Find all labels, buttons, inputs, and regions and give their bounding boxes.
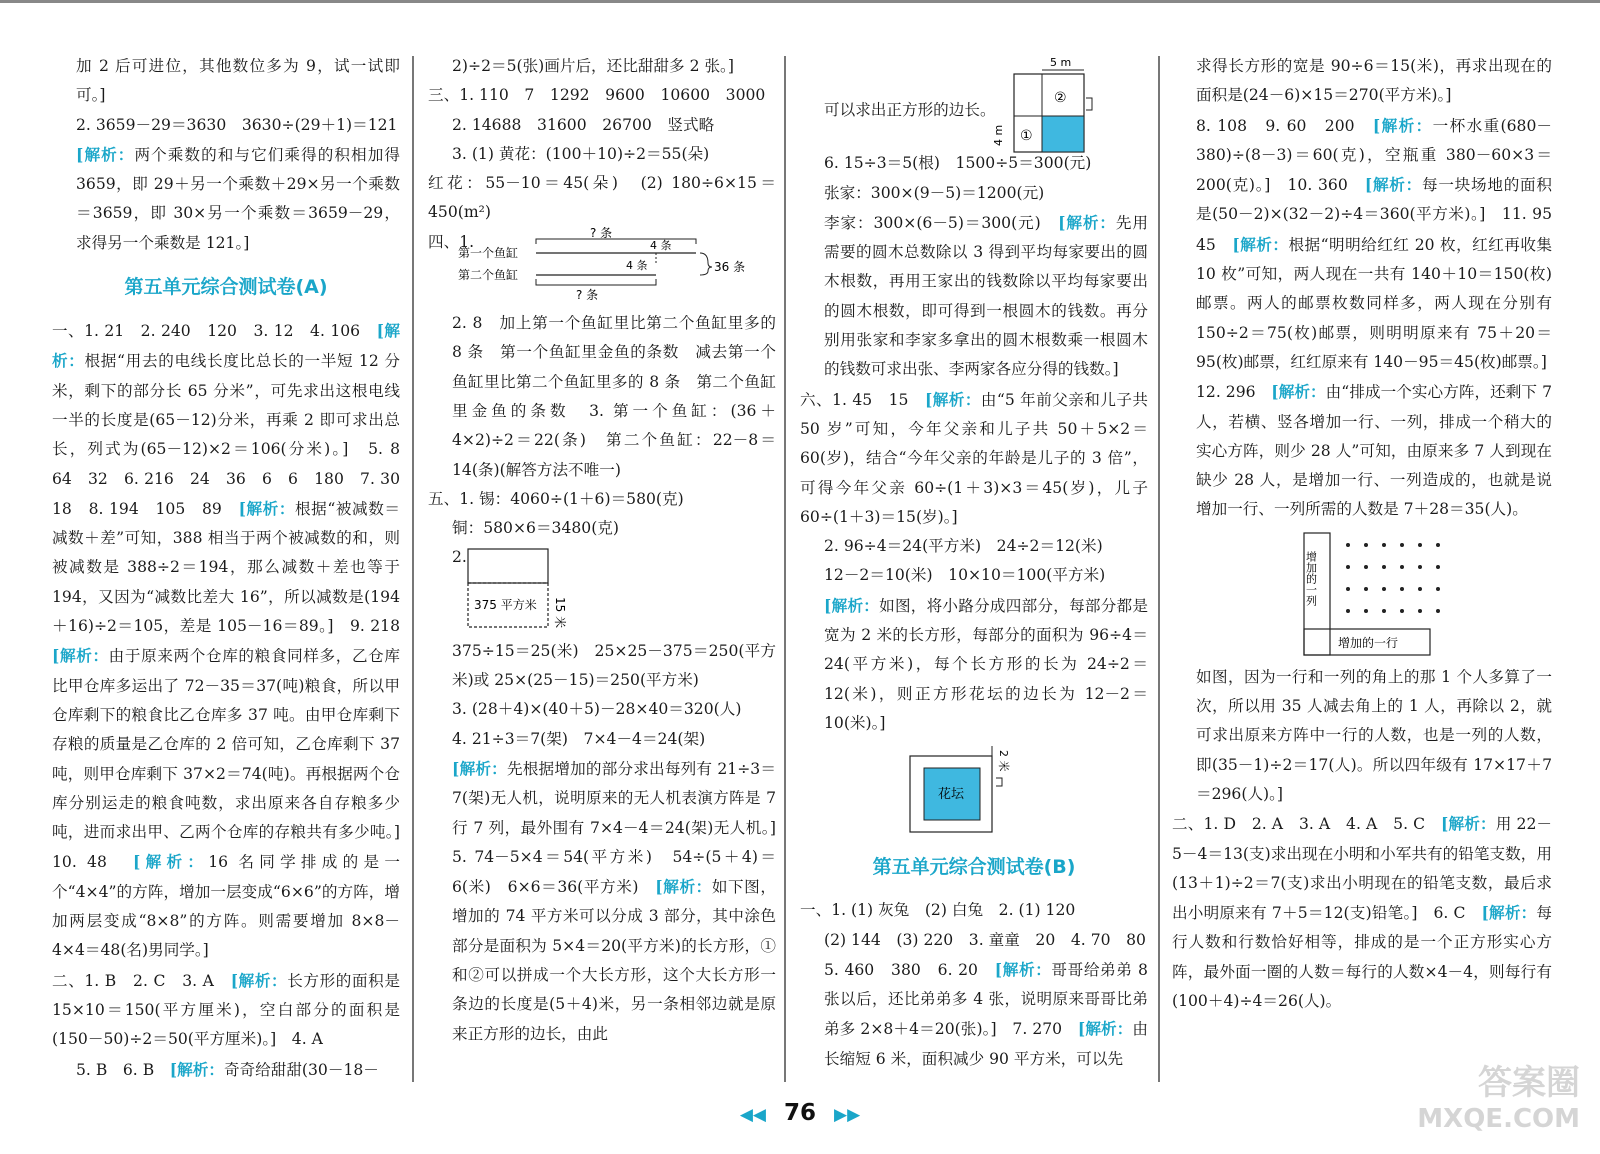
column-1 xyxy=(52,52,416,1085)
array-dot xyxy=(1364,543,1368,547)
analysis-tag: [解析： xyxy=(1481,903,1537,923)
dot-grid xyxy=(1346,543,1440,613)
c3-p11a: 5. 460 380 6. 20 xyxy=(824,960,995,979)
c3-p4 xyxy=(800,208,1148,385)
analysis-tag: [解析： xyxy=(230,970,288,990)
c2-p2: 三、1. 110 7 1292 9600 10600 3000 xyxy=(428,86,766,105)
region-1-label: ① xyxy=(1020,128,1033,144)
column-2 xyxy=(428,52,792,1049)
flower-bed-label: 花坛 xyxy=(938,787,965,803)
array-diagram xyxy=(1172,529,1552,659)
c2-p5: 红花：55－10＝45(朵) (2) 180÷6×15＝450(m²) xyxy=(428,174,776,222)
analysis-tag: [解析： xyxy=(1372,115,1433,135)
c1-p4a: 一、1. 21 2. 240 120 3. 12 4. 106 xyxy=(52,322,377,341)
array-dot xyxy=(1346,609,1350,613)
c1-p3 xyxy=(52,140,400,258)
c2-p6: 四、1. xyxy=(428,232,475,251)
c3-p1: 可以求出正方形的边长。 xyxy=(824,101,996,119)
c3-p8 xyxy=(800,591,1148,738)
c1-p4 xyxy=(52,316,416,966)
c3-p9: 一、1. (1) 灰兔 (2) 白兔 2. (1) 120 xyxy=(800,901,1076,920)
flower-bed-diagram xyxy=(800,742,1148,838)
section-title-a: 第五单元综合测试卷(A) xyxy=(124,276,328,299)
c2-p14 xyxy=(428,754,792,1049)
array-dot xyxy=(1400,609,1404,613)
array-dot xyxy=(1436,543,1440,547)
side-label: 15 米 xyxy=(553,596,567,628)
c4-p4: 如图，因为一行和一列的角上的那 1 个人多算了一次，所以用 35 人减去角上的 1 人，再除以 2，就可求出原来方阵中一行的人数，也是一列的人数，即(35－1)÷2＝17(人)。所以四年级有 17×17＋7＝296(人)。] xyxy=(1196,667,1552,803)
c3-p4a: 李家：300×(6－5)＝300(元) xyxy=(824,213,1059,232)
c1-p5b: 长方形的面积是 15×10＝150(平方厘米)，空白部分的面积是(150－50)÷2＝50(平方厘米)。] 4. A xyxy=(52,971,400,1049)
c3-p7: 12－2＝10(米) 10×10＝100(平方米) xyxy=(824,566,1106,585)
array-dot xyxy=(1400,587,1404,591)
array-dot xyxy=(1436,609,1440,613)
c3-p8-text: 如图，将小路分成四部分，每部分都是宽为 2 米的长方形，每部分的面积为 96÷4＝24(平方米)，每个长方形的长为 24÷2＝12(米)，则正方形花坛的边长为 12－2＝10(米)。] xyxy=(824,596,1148,732)
array-dot xyxy=(1418,587,1422,591)
added-column-label: 增加的一列 xyxy=(1304,550,1318,606)
c2-p8: 五、1. 锡：4060÷(1＋6)＝580(克) xyxy=(428,489,684,508)
column-divider xyxy=(1158,56,1160,1082)
array-dot xyxy=(1382,565,1386,569)
c1-p4c: 根据“被减数＝减数＋差”可知，388 相当于两个被减数的和，则被减数是 388÷2＝194，那么减数＋差也等于 194，又因为“减数比差大 16”，所以减数是(194＋16)÷2＝105，差是 105－16＝89。] 9. 218 xyxy=(52,499,416,636)
analysis-tag: [解析： xyxy=(1364,175,1422,195)
c4-p1: 求得长方形的宽是 90÷6＝15(米)，再求出现在的面积是(24－6)×15＝270(平方米)。] xyxy=(1196,57,1552,105)
area-label: 375 平方米 xyxy=(474,597,537,612)
c4-p5b: 用 22－5－4＝13(支)求出现在小明和小军共有的铅笔支数，用(13＋1)÷2＝7(支)求出小明现在的铅笔支数，最后求出小明原来有 7＋5＝12(支)铅笔。] 6. C xyxy=(1172,815,1552,923)
analysis-tag: [解析： xyxy=(1077,1019,1133,1039)
array-dot xyxy=(1400,543,1404,547)
c1-p6b: 奇奇给甜甜(30－18－ xyxy=(223,1060,379,1079)
analysis-tag: [解析： xyxy=(452,758,507,778)
c3-p5a: 六、1. 45 15 xyxy=(800,390,925,409)
c3-p6: 2. 96÷4＝24(平方米) 24÷2＝12(米) xyxy=(824,537,1103,556)
c4-p2d: 根据“明明给红红 20 枚，红红再收集 10 枚”可知，两人现在一共有 140＋10＝150(枚)邮票。两人的邮票枚数同样多，两人现在分别有 150÷2＝75(枚)邮票，则明明原来有 75＋20＝95(枚)邮票，红红原来有 140－95＝45(枚)邮票。] xyxy=(1196,235,1553,371)
analysis-tag: [解析： xyxy=(1232,234,1289,254)
c1-p6a: 5. B 6. B xyxy=(76,1060,170,1079)
diagram-total-label: 36 条 xyxy=(714,260,746,275)
array-dot xyxy=(1436,565,1440,569)
array-dot xyxy=(1346,587,1350,591)
analysis-tag: [解析： xyxy=(994,959,1052,979)
watermark-logo xyxy=(1417,1055,1580,1134)
array-dot xyxy=(1382,609,1386,613)
array-dot xyxy=(1346,543,1350,547)
analysis-tag: [解析： xyxy=(133,852,209,872)
c2-p13: 4. 21÷3＝7(架) 7×4－4＝24(架) xyxy=(452,729,706,748)
analysis-tag: [解析： xyxy=(52,646,109,666)
c2-p10: 2. xyxy=(452,548,467,567)
c2-p11: 375÷15＝25(米) 25×25－375＝250(平方米)或 25×(25－15)＝250(平方米) xyxy=(452,641,776,690)
c1-p5a: 二、1. B 2. C 3. A xyxy=(52,971,231,990)
c3-p5 xyxy=(800,385,1148,532)
c4-p5c: 每行人数和行数恰好相等，排成的是一个正方形实心方阵，最外面一圈的人数＝每行的人数×4－4，则每行有(100＋4)÷4＝26(人)。 xyxy=(1172,904,1552,1011)
diagram-top-label: ? 条 xyxy=(590,227,613,241)
array-dot xyxy=(1382,587,1386,591)
diagram-bottom-label: ? 条 xyxy=(576,288,599,303)
path-width-label: 2 米 xyxy=(997,750,1010,772)
c4-p5a: 二、1. D 2. A 3. A 4. A 5. C xyxy=(1172,815,1441,834)
column-divider xyxy=(784,56,786,1082)
c4-p5 xyxy=(1172,809,1552,1016)
array-dot xyxy=(1418,609,1422,613)
c4-p3 xyxy=(1172,377,1552,524)
c1-p4e: 16 名同学排成的是一个“4×4”的方阵，增加一层变成“6×6”的方阵，增加两层变成“8×8”的方阵。则需要增加 8×8－4×4＝48(名)男同学。] xyxy=(52,853,400,960)
c4-p3a: 12. 296 xyxy=(1196,383,1272,402)
analysis-tag: [解析： xyxy=(1440,814,1496,834)
watermark-line2: MXQE.COM xyxy=(1417,1104,1580,1134)
column-divider xyxy=(412,56,414,1082)
c3-p11 xyxy=(800,955,1148,1074)
c1-p2: 2. 3659－29＝3630 3630÷(29＋1)＝121 xyxy=(76,115,398,134)
array-dot xyxy=(1364,609,1368,613)
c3-p4b: 先用需要的圆木总数除以 3 得到平均每家要出的圆木根数，再用王家出的钱数除以平均每家要出的圆木根数，即可得到一根圆木的钱数。再分别用张家和李家多拿出的圆木根数乘一根圆木的钱数可求出张、李两家各应分得的钱数。] xyxy=(824,213,1148,379)
column-3 xyxy=(800,52,1148,1074)
dim-top-label: 5 m xyxy=(1050,56,1072,69)
prev-arrow-icon: ◀◀ xyxy=(739,1105,766,1125)
c1-p6 xyxy=(52,1055,400,1085)
c4-p3b: 由“排成一个实心方阵，还剩下 7 人，若横、竖各增加一行、一列，排成一个稍大的实心方阵，则少 28 人”可知，由原来多 7 人到现在缺少 28 人，是增加一行、一列造成的，也就是说增加一行、一列所需的人数是 7＋28＝35(人)。 xyxy=(1196,383,1552,519)
column-4 xyxy=(1172,52,1568,1016)
c4-p2c: 每一块场地的面积是(50－2)×(32－2)÷4＝360(平方米)。] 11. 95 45 xyxy=(1196,176,1568,254)
c4-p2 xyxy=(1172,111,1568,378)
analysis-tag: [解析： xyxy=(924,389,981,409)
c4-p2a: 8. 108 9. 60 200 xyxy=(1196,116,1373,135)
c2-p14b-text: 如下图，增加的 74 平方米可以分成 3 部分，其中涂色部分是面积为 5×4＝20(平方米)的长方形，①和②可以拼成一个大长方形，这个大长方形一条边的长度是(5＋4)米，另一条相邻边就是原来正方形的边长，由此 xyxy=(452,878,776,1043)
page-number: 76 xyxy=(783,1100,816,1126)
c1-p4b: 根据“用去的电线长度比总长的一半短 12 分米，剩下的部分长 65 分米”，可先求出这根电线一半的长度是(65－12)分米，再乘 2 即可求出总长，列式为(65－12)×2＝106(分米)。] 5. 8 64 32 6. 216 24 36 6 6 180 7. 30 18 8. 194 105 89 xyxy=(52,352,416,518)
page-footer xyxy=(0,1100,1600,1126)
c2-p3: 2. 14688 31600 26700 竖式略 xyxy=(452,115,715,134)
analysis-tag: [解析： xyxy=(52,321,400,371)
analysis-tag: [解析： xyxy=(169,1059,224,1079)
analysis-tag: [解析： xyxy=(824,595,880,615)
c2-p9: 铜：580×6＝3480(克) xyxy=(452,519,619,538)
diagram-row2-label: 第二个鱼缸 xyxy=(458,268,519,283)
added-row-label: 增加的一行 xyxy=(1338,635,1399,650)
c3-p5b: 由“5 年前父亲和儿子共 50 岁”可知，今年父亲和儿子共 50＋5×2＝60(岁)，结合“今年父亲的年龄是儿子的 3 倍”，可得今年父亲 60÷(1＋3)×3＝45(岁)，儿子 60÷(1＋3)＝15(岁)。] xyxy=(800,390,1148,526)
c2-p4: 3. (1) 黄花：(100＋10)÷2＝55(朵) xyxy=(452,144,710,163)
c3-p3: 张家：300×(9－5)＝1200(元) xyxy=(824,183,1045,202)
array-dot xyxy=(1364,565,1368,569)
array-dot xyxy=(1400,565,1404,569)
diagram-b2-label: 4 条 xyxy=(626,259,648,273)
next-arrow-icon: ▶▶ xyxy=(834,1105,861,1125)
analysis-tag: [解析： xyxy=(76,144,135,164)
array-dot xyxy=(1436,587,1440,591)
dim-left-label: 4 m xyxy=(992,124,1005,146)
diagram-b1-label: 4 条 xyxy=(650,239,672,253)
region-2-label: ② xyxy=(1054,90,1067,106)
array-dot xyxy=(1418,543,1422,547)
array-dot xyxy=(1418,565,1422,569)
analysis-tag: [解析： xyxy=(655,877,712,897)
c1-p3-text: 两个乘数的和与它们乘得的积相加得 3659，即 29＋另一个乘数＋29×另一个乘数＝3659，即 30×另一个乘数＝3659－29，求得另一个乘数是 121。] xyxy=(76,145,400,252)
section-title-b: 第五单元综合测试卷(B) xyxy=(872,856,1076,879)
c1-p1: 加 2 后可进位，其他数位多为 9，试一试即可。] xyxy=(76,57,400,105)
analysis-tag: [解析： xyxy=(1271,382,1326,402)
c2-p14-text: 先根据增加的部分求出每列有 21÷3＝7(架)无人机，说明原来的无人机表演方阵是 7 行 7 列，最外围有 7×4－4＝24(架)无人机。] 5. 74－5×4＝54(平方米) 54÷(5＋4)＝6(米) 6×6＝36(平方米) xyxy=(452,759,792,897)
top-rule xyxy=(0,0,1600,3)
c3-p2: 6. 15÷3＝5(根) 1500÷5＝300(元) xyxy=(824,154,1092,173)
diagram-row1-label: 第一个鱼缸 xyxy=(458,246,519,261)
analysis-tag: [解析： xyxy=(1058,212,1116,232)
c3-p11b: 哥哥给弟弟 8 张以后，还比弟弟多 4 张，说明原来哥哥比弟弟多 2×8＋4＝20(张)。] 7. 270 xyxy=(824,960,1148,1039)
array-dot xyxy=(1346,565,1350,569)
array-dot xyxy=(1382,543,1386,547)
c2-p12: 3. (28＋4)×(40＋5)－28×40＝320(人) xyxy=(452,700,742,719)
c2-p1: 2)÷2＝5(张)画片后，还比甜甜多 2 张。] xyxy=(452,57,734,75)
fish-tank-diagram xyxy=(428,227,776,305)
c1-p5 xyxy=(52,966,400,1055)
c3-p10: (2) 144 (3) 220 3. 童童 20 4. 70 80 xyxy=(824,930,1146,949)
square-area-diagram xyxy=(428,547,776,633)
watermark-line1: 答案圈 xyxy=(1478,1063,1580,1103)
c2-p7: 2. 8 加上第一个鱼缸里比第二个鱼缸里多的 8 条 第一个鱼缸里金鱼的条数 减去第一个鱼缸里比第二个鱼缸里多的 8 条 第二个鱼缸里金鱼的条数 3. 第一个鱼缸：(36＋4×2)÷2＝22(条) 第二个鱼缸：22－8＝14(条)(解答方法不唯一) xyxy=(452,314,776,479)
c1-p4d: 由于原来两个仓库的粮食同样多，乙仓库比甲仓库多运出了 72－35＝37(吨)粮食，所以甲仓库剩下的粮食比乙仓库多 37 吨。由甲仓库剩下存粮的质量是乙仓库的 2 倍可知，乙仓库剩下 37 吨，则甲仓库剩下 37×2＝74(吨)。再根据两个仓库分别运走的粮食吨数，求出原来各自存粮多少吨，进而求出甲、乙两个仓库的存粮共有多少吨。] 10. 48 xyxy=(52,647,416,872)
c4-p2b: 一杯水重(680－380)÷(8－3)＝60(克)，空瓶重 380－60×3＝200(克)。] 10. 360 xyxy=(1196,116,1552,195)
c3-p11c: 由长缩短 6 米，面积减少 90 平方米，可以先 xyxy=(824,1020,1148,1068)
array-dot xyxy=(1364,587,1368,591)
analysis-tag: [解析： xyxy=(238,498,296,518)
